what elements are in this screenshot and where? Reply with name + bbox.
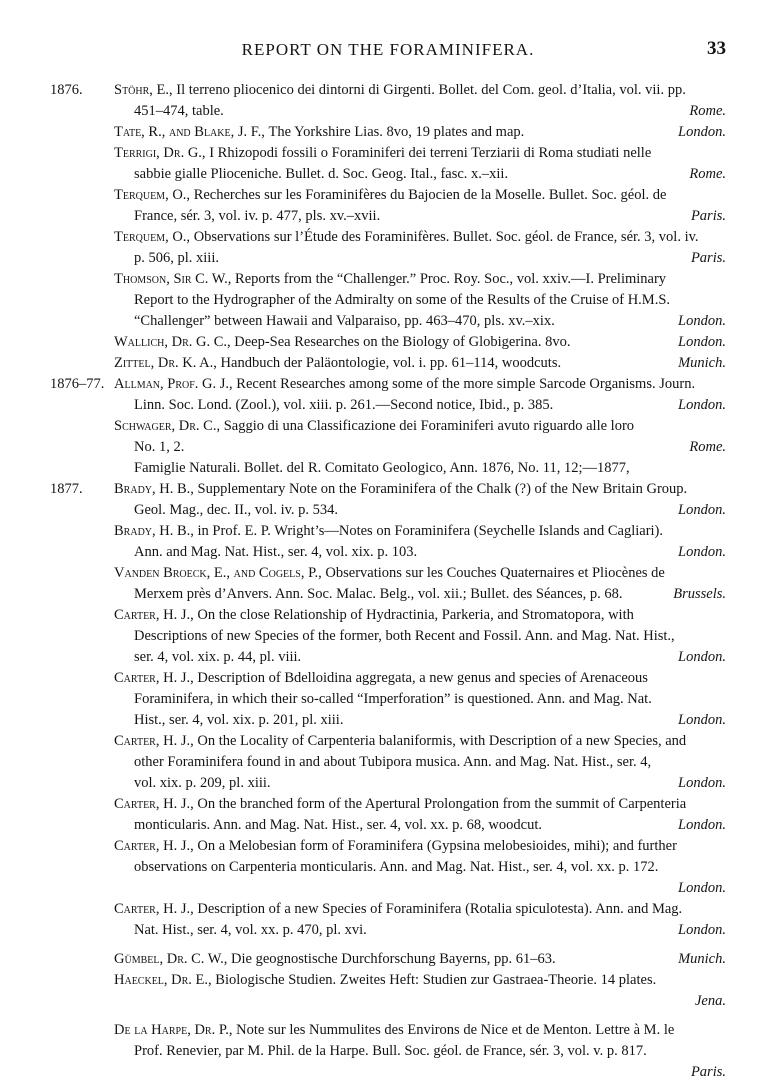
entry-author: Carter, H. J., [114, 670, 198, 686]
entry-text: Handbuch der Paläontologie, vol. i. pp. 61–114, woodcuts. [220, 355, 562, 371]
page-number: 33 [707, 38, 726, 59]
entry-year: 1877. [50, 481, 83, 497]
entry-text: Recent Researches among some of the more simple Sarcode Organisms. Journ. [236, 376, 696, 392]
entry-author: Carter, H. J., [114, 796, 198, 812]
entry-text: Geol. Mag., dec. II., vol. iv. p. 534. [134, 502, 339, 518]
entry-text: No. 1, 2. [134, 439, 185, 455]
entry-text: Prof. Renevier, par M. Phil. de la Harpe. Bull. Soc. géol. de France, sér. 3, vol. v. p. 817. [134, 1043, 647, 1059]
entry-place: Munich. [678, 951, 726, 967]
entry-text: Il terreno pliocenico dei dintorni di Girgenti. Bollet. del Com. geol. d’Italia, vol. vii. pp. [176, 82, 686, 98]
bibliography-entry [0, 479, 776, 521]
entry-text: On a Melobesian form of Foraminifera (Gypsina melobesioides, mihi); and further [197, 838, 677, 854]
entry-text: Reports from the “Challenger.” Proc. Roy. Soc., vol. xxiv.—I. Preliminary [235, 271, 667, 287]
entry-place: Brussels. [673, 586, 726, 602]
entry-author: Carter, H. J., [114, 607, 198, 623]
entry-text: Note sur les Nummulites des Environs de Nice et de Menton. Lettre à M. le [236, 1022, 675, 1038]
entry-text: Report to the Hydrographer of the Admiralty on some of the Results of the Cruise of H.M.S. [134, 292, 671, 308]
entry-text: other Foraminifera found in and about Tubipora musica. Ann. and Mag. Nat. Hist., ser. 4, [134, 754, 652, 770]
entry-place: London. [678, 817, 726, 833]
entry-place: Rome. [689, 166, 726, 182]
entry-author: Allman, Prof. G. J., [114, 376, 237, 392]
entry-text: Observations sur les Couches Quaternaires et Pliocènes de [325, 565, 665, 581]
entry-text: Supplementary Note on the Foraminifera of the Chalk (?) of the New Britain Group. [197, 481, 688, 497]
entry-text: 451–474, table. [134, 103, 224, 119]
entry-place: Munich. [678, 355, 726, 371]
bibliography-entry [0, 1012, 776, 1083]
bibliography-entry [0, 458, 776, 479]
entry-text: France, sér. 3, vol. iv. p. 477, pls. xv.–xvii. [134, 208, 381, 224]
running-title: REPORT ON THE FORAMINIFERA. [241, 40, 535, 59]
running-header [0, 40, 776, 62]
bibliography-entry [0, 416, 776, 458]
entry-text: On the branched form of the Apertural Prolongation from the summit of Carpenteria [197, 796, 687, 812]
entry-year: 1876–77. [50, 376, 105, 392]
entry-author: Tate, R., and Blake, J. F., [114, 124, 269, 140]
entry-author: De la Harpe, Dr. P., [114, 1022, 237, 1038]
entry-author: Stöhr, E., [114, 82, 177, 98]
entry-text: Descriptions of new Species of the former, both Recent and Fossil. Ann. and Mag. Nat. Hist., [134, 628, 675, 644]
entry-place: Paris. [690, 208, 726, 224]
entry-text: in Prof. E. P. Wright’s—Notes on Foraminifera (Seychelle Islands and Cagliari). [197, 523, 664, 539]
bibliography-entry [0, 269, 776, 332]
entry-text: The Yorkshire Lias. 8vo, 19 plates and map. [268, 124, 525, 140]
entry-place: London. [678, 502, 726, 518]
entry-text: Saggio di una Classificazione dei Foraminiferi avuto riguardo alle loro [223, 418, 635, 434]
entry-text: Description of Bdelloidina aggregata, a new genus and species of Arenaceous [197, 670, 648, 686]
entry-text: On the Locality of Carpenteria balaniformis, with Description of a new Species, and [197, 733, 687, 749]
bibliography-entry [0, 80, 776, 122]
entry-text: vol. xix. p. 209, pl. xiii. [134, 775, 271, 791]
entry-place: Rome. [689, 439, 726, 455]
bibliography-entry [0, 941, 776, 970]
bibliography-entry [0, 521, 776, 563]
bibliography-entry [0, 731, 776, 794]
entry-text: Famiglie Naturali. Bollet. del R. Comitato Geologico, Ann. 1876, No. 11, 12;—1877, [134, 460, 630, 476]
entry-text: Description of a new Species of Foraminifera (Rotalia spiculotesta). Ann. and Mag. [197, 901, 683, 917]
entry-text: Hist., ser. 4, vol. xix. p. 201, pl. xiii. [134, 712, 344, 728]
entry-text: I Rhizopodi fossili o Foraminiferi dei terreni Terziarii di Roma studiati nelle [209, 145, 652, 161]
entry-text: observations on Carpenteria monticularis. Ann. and Mag. Nat. Hist., ser. 4, vol. xx. p. 172. [134, 859, 659, 875]
entry-text: Biologische Studien. Zweites Heft: Studien zur Gastraea-Theorie. 14 plates. [215, 972, 657, 988]
entry-author: Carter, H. J., [114, 733, 198, 749]
bibliography-entry [0, 668, 776, 731]
entry-text: monticularis. Ann. and Mag. Nat. Hist., ser. 4, vol. xx. p. 68, woodcut. [134, 817, 542, 833]
entry-place: London. [678, 397, 726, 413]
entry-text: On the close Relationship of Hydractinia, Parkeria, and Stromatopora, with [197, 607, 634, 623]
entry-text: “Challenger” between Hawaii and Valparaiso, pp. 463–470, pls. xv.–xix. [134, 313, 555, 329]
entry-text: Die geognostische Durchforschung Bayerns, pp. 61–63. [231, 951, 556, 967]
bibliography-entry [0, 605, 776, 668]
entry-place: Jena. [695, 993, 726, 1009]
entry-place: Paris. [690, 250, 726, 266]
entry-place: London. [678, 922, 726, 938]
entry-author: Carter, H. J., [114, 901, 198, 917]
entry-text: Ann. and Mag. Nat. Hist., ser. 4, vol. xix. p. 103. [134, 544, 418, 560]
entry-text: Foraminifera, in which their so-called “Imperforation” is questioned. Ann. and Mag. Nat. [134, 691, 652, 707]
entry-text: Linn. Soc. Lond. (Zool.), vol. xiii. p. 261.—Second notice, Ibid., p. 385. [134, 397, 554, 413]
entry-place: London. [678, 775, 726, 791]
bibliography-entry [0, 143, 776, 185]
entry-text: Recherches sur les Foraminifères du Bajocien de la Moselle. Bullet. Soc. géol. de [193, 187, 667, 203]
entry-author: Carter, H. J., [114, 838, 198, 854]
bibliography-entry [0, 563, 776, 605]
bibliography-entry [0, 836, 776, 899]
entry-author: Zittel, Dr. K. A., [114, 355, 221, 371]
bibliography-entry [0, 794, 776, 836]
bibliography-list [0, 80, 776, 1083]
entry-place: London. [678, 649, 726, 665]
entry-author: Gümbel, Dr. C. W., [114, 951, 232, 967]
entry-text: p. 506, pl. xiii. [134, 250, 219, 266]
bibliography-entry [0, 899, 776, 941]
bibliography-entry [0, 332, 776, 353]
bibliography-entry [0, 970, 776, 1012]
entry-text: Observations sur l’Étude des Foraminifères. Bullet. Soc. géol. de France, sér. 3, vol. iv. [193, 229, 699, 245]
entry-author: Vanden Broeck, E., and Cogels, P., [114, 565, 326, 581]
entry-text: sabbie gialle Plioceniche. Bullet. d. Soc. Geog. Ital., fasc. x.–xii. [134, 166, 509, 182]
entry-place: London. [678, 313, 726, 329]
entry-place: Paris. [690, 1064, 726, 1080]
entry-author: Terquem, O., [114, 229, 194, 245]
entry-author: Brady, H. B., [114, 523, 198, 539]
bibliography-entry [0, 227, 776, 269]
entry-text: Nat. Hist., ser. 4, vol. xx. p. 470, pl. xvi. [134, 922, 367, 938]
entry-text: ser. 4, vol. xix. p. 44, pl. viii. [134, 649, 302, 665]
entry-author: Terquem, O., [114, 187, 194, 203]
entry-text: Merxem près d’Anvers. Ann. Soc. Malac. Belg., vol. xii.; Bullet. des Séances, p. 68. [134, 586, 623, 602]
entry-place: London. [678, 334, 726, 350]
bibliography-entry [0, 185, 776, 227]
entry-place: London. [678, 880, 726, 896]
entry-year: 1876. [50, 82, 83, 98]
entry-place: London. [678, 544, 726, 560]
bibliography-entry [0, 374, 776, 416]
entry-text: Deep-Sea Researches on the Biology of Globigerina. 8vo. [234, 334, 571, 350]
entry-place: London. [678, 124, 726, 140]
entry-place: London. [678, 712, 726, 728]
entry-author: Schwager, Dr. C., [114, 418, 224, 434]
entry-author: Brady, H. B., [114, 481, 198, 497]
entry-author: Haeckel, Dr. E., [114, 972, 216, 988]
bibliography-entry [0, 353, 776, 374]
entry-author: Terrigi, Dr. G., [114, 145, 210, 161]
bibliography-entry [0, 122, 776, 143]
entry-author: Thomson, Sir C. W., [114, 271, 236, 287]
entry-place: Rome. [689, 103, 726, 119]
entry-author: Wallich, Dr. G. C., [114, 334, 235, 350]
